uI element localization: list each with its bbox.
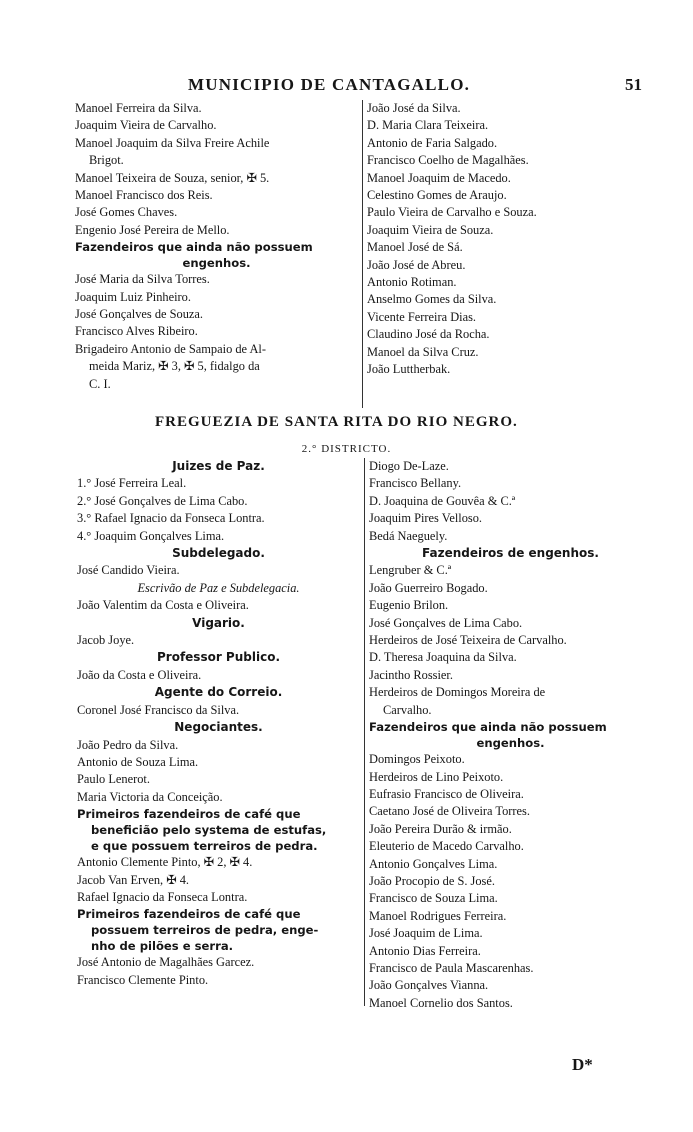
list-entry: Jacob Van Erven, ✠ 4.: [77, 872, 190, 887]
list-entry: Caetano José de Oliveira Torres.: [369, 804, 530, 819]
list-entry: José Candido Vieira.: [77, 563, 180, 578]
section-heading: Subdelegado.: [172, 546, 265, 561]
list-entry: Francisco de Souza Lima.: [369, 891, 498, 906]
list-entry: Manoel Joaquim da Silva Freire Achile: [75, 135, 270, 150]
list-entry: Francisco Coelho de Magalhães.: [367, 153, 529, 168]
category-heading: possuem terreiros de pedra, enge-: [91, 923, 319, 938]
list-entry: Herdeiros de Domingos Moreira de: [369, 685, 546, 700]
list-entry: 4.° Joaquim Gonçalves Lima.: [77, 528, 225, 543]
section-heading: Professor Publico.: [156, 650, 280, 665]
list-entry: Celestino Gomes de Araujo.: [367, 188, 507, 203]
office-label: Escrivão de Paz e Subdelegacia.: [137, 580, 300, 595]
list-entry: José Gomes Chaves.: [75, 205, 178, 220]
list-entry: João Pereira Durão & irmão.: [369, 821, 512, 836]
section2-left-column: [77, 458, 360, 989]
list-entry: Paulo Lenerot.: [77, 772, 150, 787]
list-entry: José Joaquim de Lima.: [369, 926, 483, 941]
list-entry: Eufrasio Francisco de Oliveira.: [369, 786, 524, 801]
list-entry: 1.° José Ferreira Leal.: [77, 476, 187, 491]
list-entry: Claudino José da Rocha.: [367, 327, 490, 342]
section2-district: 2.° DISTRICTO.: [301, 443, 392, 455]
section2-title: FREGUEZIA DE SANTA RITA DO RIO NEGRO.: [155, 414, 518, 430]
list-entry: Bedá Naeguely.: [369, 528, 448, 543]
list-entry: Manoel Rodrigues Ferreira.: [369, 908, 507, 923]
list-entry: Antonio de Souza Lima.: [77, 754, 199, 769]
list-entry: D. Maria Clara Teixeira.: [367, 118, 489, 133]
entry-continuation: C. I.: [89, 376, 111, 391]
list-entry: João Valentim da Costa e Oliveira.: [77, 598, 249, 613]
list-entry: Eleuterio de Macedo Carvalho.: [369, 839, 524, 854]
list-entry: Maria Victoria da Conceição.: [77, 789, 223, 804]
entry-continuation: Carvalho.: [383, 702, 432, 717]
category-heading: Primeiros fazendeiros de café que: [77, 807, 301, 822]
section2-right-column: [364, 458, 652, 1010]
list-entry: João Pedro da Silva.: [77, 737, 179, 752]
category-heading: Primeiros fazendeiros de café que: [77, 907, 301, 922]
category-heading: nho de pilões e serra.: [91, 939, 234, 954]
list-entry: Francisco Clemente Pinto.: [77, 972, 209, 987]
page-header: [70, 76, 650, 98]
list-entry: Antonio de Faria Salgado.: [367, 135, 498, 150]
category-heading: e que possuem terreiros de pedra.: [91, 839, 318, 854]
list-entry: Joaquim Pires Velloso.: [369, 511, 483, 526]
category-heading: engenhos.: [182, 256, 251, 271]
list-entry: João Procopio de S. José.: [369, 873, 495, 888]
list-entry: Engenio José Pereira de Mello.: [75, 222, 230, 237]
list-entry: José Antonio de Magalhães Garcez.: [77, 955, 255, 970]
list-entry: Antonio Gonçalves Lima.: [369, 856, 498, 871]
list-entry: 2.° José Gonçalves de Lima Cabo.: [77, 493, 248, 508]
list-entry: José Maria da Silva Torres.: [75, 272, 210, 287]
list-entry: Francisco Bellany.: [369, 476, 462, 491]
list-entry: Antonio Rotiman.: [367, 275, 457, 290]
section-heading: Agente do Correio.: [154, 685, 283, 700]
list-entry: Jacintho Rossier.: [369, 667, 453, 682]
category-heading: Fazendeiros que ainda não possuem: [75, 240, 313, 255]
list-entry: 3.° Rafael Ignacio da Fonseca Lontra.: [77, 511, 265, 526]
category-heading: engenhos.: [476, 736, 545, 751]
entry-continuation: meida Mariz, ✠ 3, ✠ 5, fidalgo da: [89, 359, 260, 374]
list-entry: João da Costa e Oliveira.: [77, 667, 202, 682]
list-entry: José Gonçalves de Lima Cabo.: [369, 615, 523, 630]
list-entry: Manoel Ferreira da Silva.: [75, 101, 202, 115]
list-entry: Anselmo Gomes da Silva.: [367, 292, 497, 307]
page-number: 51: [625, 75, 642, 94]
list-entry: José Gonçalves de Souza.: [75, 307, 204, 322]
list-entry: João José da Silva.: [367, 101, 461, 115]
list-entry: Joaquim Luiz Pinheiro.: [75, 289, 191, 304]
list-entry: Joaquim Vieira de Carvalho.: [75, 118, 217, 133]
list-entry: João Guerreiro Bogado.: [369, 580, 488, 595]
list-entry: João Luttherbak.: [367, 362, 451, 377]
entry-continuation: Brigot.: [89, 153, 124, 168]
section-heading: Fazendeiros de engenhos.: [422, 546, 599, 561]
section-heading: Vigario.: [192, 615, 245, 630]
list-entry: Francisco Alves Ribeiro.: [75, 324, 198, 339]
list-entry: Manoel Francisco dos Reis.: [75, 188, 213, 203]
list-entry: Joaquim Vieira de Souza.: [367, 222, 494, 237]
section-heading: Juizes de Paz.: [172, 459, 265, 473]
category-heading: beneficião pelo systema de estufas,: [91, 823, 327, 838]
list-entry: Jacob Joye.: [77, 633, 135, 648]
list-entry: Antonio Dias Ferreira.: [369, 943, 481, 958]
header-title: MUNICIPIO DE CANTAGALLO.: [188, 75, 471, 94]
list-entry: Paulo Vieira de Carvalho e Souza.: [367, 205, 537, 220]
list-entry: D. Theresa Joaquina da Silva.: [369, 650, 517, 665]
printer-signature: D*: [572, 1055, 593, 1074]
list-entry: Manoel José de Sá.: [367, 240, 463, 255]
list-entry: Francisco de Paula Mascarenhas.: [369, 960, 534, 975]
list-entry: Manoel Teixeira de Souza, senior, ✠ 5.: [75, 170, 270, 185]
list-entry: Herdeiros de José Teixeira de Carvalho.: [369, 633, 567, 648]
list-entry: Rafael Ignacio da Fonseca Lontra.: [77, 889, 248, 904]
list-entry: Lengruber & C.ª: [369, 563, 452, 578]
list-entry: Vicente Ferreira Dias.: [367, 309, 476, 324]
list-entry: Herdeiros de Lino Peixoto.: [369, 769, 504, 784]
category-heading: Fazendeiros que ainda não possuem: [369, 720, 607, 735]
list-entry: Diogo De-Laze.: [369, 459, 449, 473]
list-entry: Coronel José Francisco da Silva.: [77, 702, 240, 717]
section-heading: Negociantes.: [174, 720, 263, 735]
list-entry: Manoel da Silva Cruz.: [367, 344, 479, 359]
list-entry: Eugenio Brilon.: [369, 598, 449, 613]
list-entry: Manoel Joaquim de Macedo.: [367, 170, 511, 185]
list-entry: Brigadeiro Antonio de Sampaio de Al-: [75, 341, 266, 356]
section1-right-column: [362, 100, 617, 408]
list-entry: Antonio Clemente Pinto, ✠ 2, ✠ 4.: [77, 855, 253, 870]
list-entry: João José de Abreu.: [367, 257, 466, 272]
list-entry: D. Joaquina de Gouvêa & C.ª: [369, 493, 516, 508]
list-entry: Manoel Cornelio dos Santos.: [369, 995, 513, 1010]
list-entry: Domingos Peixoto.: [369, 752, 465, 767]
section1-left-column: [75, 100, 358, 393]
list-entry: João Gonçalves Vianna.: [369, 978, 489, 993]
